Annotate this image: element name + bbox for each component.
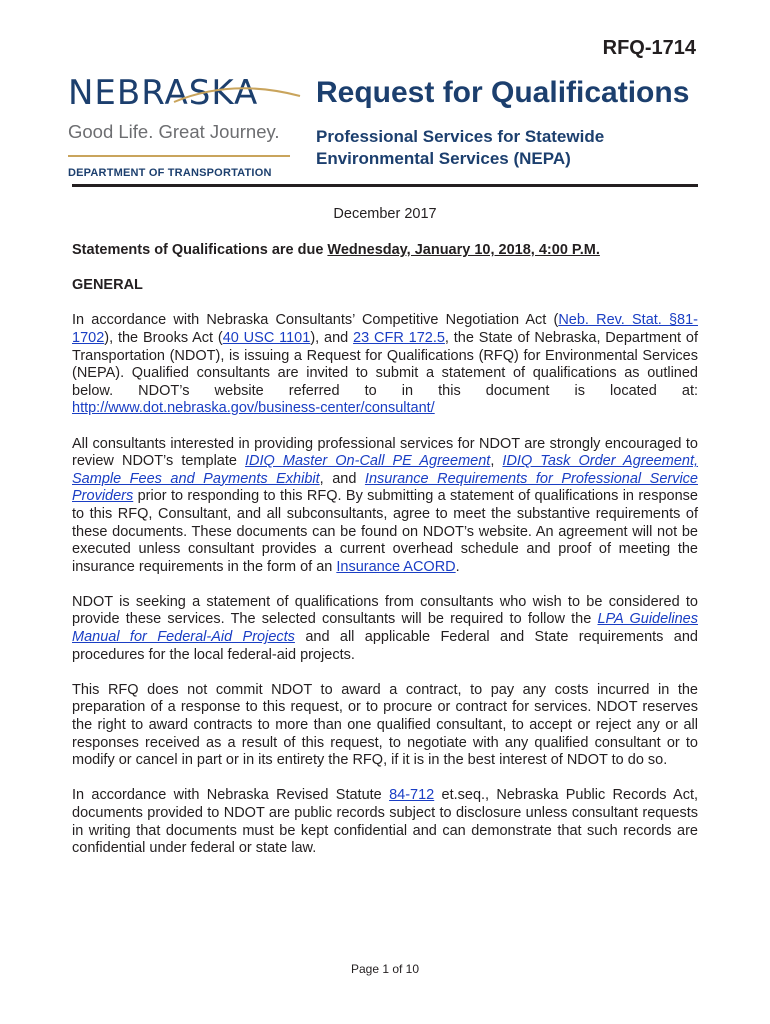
text: In accordance with Nebraska Consultants’ Competitive Negotiation Act (	[72, 312, 559, 329]
document-title: Request for Qualifications	[316, 76, 690, 109]
paragraph-4: This RFQ does not commit NDOT to award a contract, to pay any costs incurred in the preparation of a response to this request, or to procure or contract for services. NDOT reserves the right to award contracts to more than one qualified consultant, to accept or reject any or all responses received as a result of this request, to negotiate with any qualified consultant or to modify or cancel in part or in its entirety the RFQ, if it is in the best interest of NDOT to do so.	[72, 681, 698, 769]
link-23-cfr-172-5[interactable]: 23 CFR 172.5	[353, 329, 445, 346]
link-40-usc-1101[interactable]: 40 USC 1101	[222, 329, 311, 346]
header-divider	[72, 184, 698, 187]
page-number: Page 1 of 10	[350, 962, 420, 976]
due-deadline: Wednesday, January 10, 2018, 4:00 P.M.	[327, 242, 600, 258]
subtitle-line-1: Professional Services for Statewide	[316, 127, 605, 146]
document-date: December 2017	[333, 206, 437, 222]
link-idiq-master-agreement[interactable]: IDIQ Master On-Call PE Agreement	[245, 453, 491, 470]
logo-tagline: Good Life. Great Journey.	[68, 121, 280, 142]
document-subtitle	[316, 126, 604, 170]
link-lpa-guidelines-manual[interactable]: LPA Guidelines Manual for Federal-Aid Projects	[72, 611, 698, 646]
link-ndot-consultant-website[interactable]: http://www.dot.nebraska.gov/business-center/consultant/	[72, 400, 435, 417]
text: and all applicable Federal and State requirements and procedures for the local federal-aid projects.	[72, 629, 698, 663]
text: .	[455, 558, 460, 575]
text: , the State of Nebraska, Department of Transportation (NDOT), is issuing a Request for Qualifications (RFQ) for Environmental Services (NEPA). Qualified consultants are invited to submit a statement of qualifications as outlined below. NDOT’s website referred to in this document is located at:	[72, 329, 698, 399]
link-neb-rev-stat[interactable]: Neb. Rev. Stat. §81-1702	[72, 312, 698, 346]
link-84-712[interactable]: 84-712	[389, 787, 435, 804]
section-heading-general: GENERAL	[72, 277, 143, 294]
text: ,	[490, 453, 503, 470]
link-insurance-requirements[interactable]: Insurance Requirements for Professional Service Providers	[72, 470, 698, 505]
logo-divider	[68, 155, 290, 157]
text: , and	[319, 470, 365, 487]
text: NDOT is seeking a statement of qualifications from consultants who wish to be considered to provide these services. The selected consultants will be required to follow the	[72, 593, 698, 628]
due-lead: Statements of Qualifications are due	[72, 242, 328, 258]
text: prior to responding to this RFQ. By submitting a statement of qualifications in response to this RFQ, Consultant, and all subconsultants, agree to meet the substantive requirements of these documents. These documents can be found on NDOT’s website. An agreement will not be executed unless consultant provides a current overhead schedule and proof of meeting the insurance requirements in the form of an	[72, 488, 698, 575]
text: ), the Brooks Act (	[104, 329, 223, 346]
subtitle-line-2: Environmental Services (NEPA)	[316, 149, 571, 168]
paragraph-3	[72, 594, 698, 664]
logo-department: DEPARTMENT OF TRANSPORTATION	[68, 167, 272, 179]
due-statement	[72, 242, 698, 260]
paragraph-2	[72, 436, 698, 577]
rfq-number: RFQ-1714	[602, 37, 696, 59]
logo-wordmark: NEBRASKA	[68, 73, 259, 113]
paragraph-1	[72, 312, 698, 418]
text: All consultants interested in providing professional services for NDOT are strongly encouraged to review NDOT’s template	[72, 435, 698, 470]
paragraph-5	[72, 787, 698, 857]
text: et.seq., Nebraska Public Records Act, documents provided to NDOT are public records subject to disclosure unless consultant requests in writing that documents must be kept confidential and can demonstrate that such records are confidential under federal or state law.	[72, 787, 699, 857]
nebraska-dot-logo	[68, 74, 298, 179]
text: ), and	[310, 329, 354, 346]
link-idiq-task-order-agreement[interactable]: IDIQ Task Order Agreement,	[502, 453, 699, 470]
swoosh-icon	[172, 82, 302, 106]
text: In accordance with Nebraska Revised Statute	[72, 787, 390, 804]
link-insurance-acord[interactable]: Insurance ACORD	[336, 558, 456, 575]
document-body	[72, 242, 698, 875]
link-sample-fees-exhibit[interactable]: Sample Fees and Payments Exhibit	[72, 470, 320, 487]
